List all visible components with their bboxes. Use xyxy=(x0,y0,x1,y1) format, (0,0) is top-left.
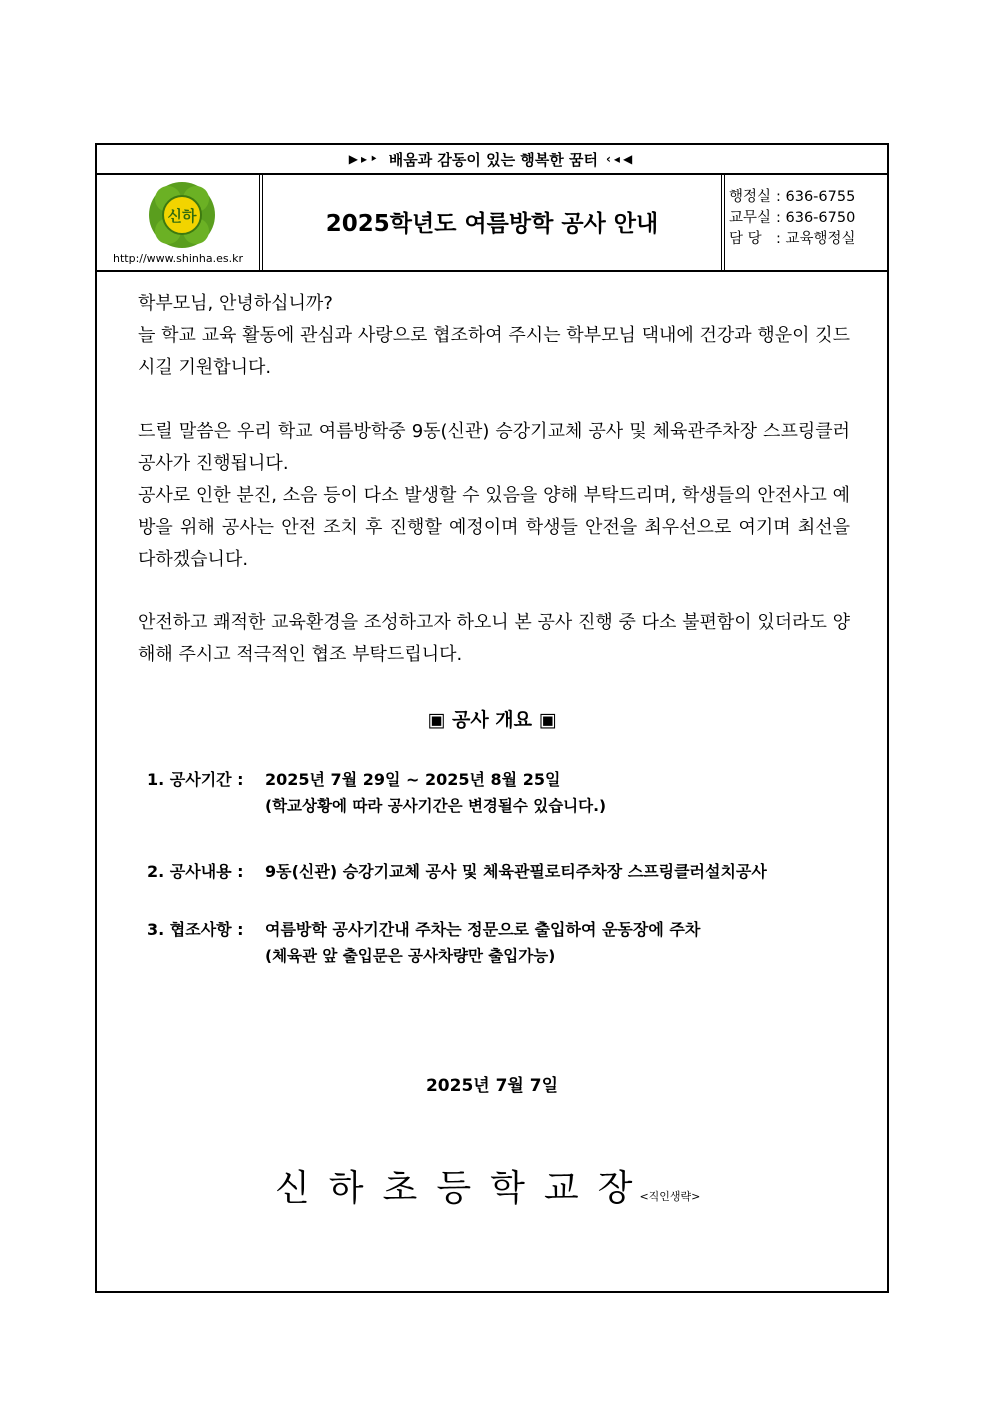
contact-info xyxy=(721,173,887,270)
school-logo-icon xyxy=(146,179,218,251)
construction-intro: 드릴 말씀은 우리 학교 여름방학중 9동(신관) 승강기교체 공사 및 체육관주차장 스프링클러 공사가 진행됩니다. xyxy=(138,421,850,474)
overview-title: ▣ 공사 개요 ▣ xyxy=(427,709,557,731)
motto-banner xyxy=(97,145,887,175)
motto-text: 배움과 감동이 있는 행복한 꿈터 xyxy=(388,150,598,169)
logo-text: 신하 xyxy=(167,207,197,225)
greeting-body: 늘 학교 교육 활동에 관심과 사랑으로 협조하여 주시는 학부모님 댁내에 건강과 행운이 깃드시길 기원합니다. xyxy=(138,325,851,378)
motto-right-arrows: ‹◂◀ xyxy=(605,152,636,166)
cooperation-note: (체육관 앞 출입문은 공사차량만 출입가능) xyxy=(265,947,556,965)
contact-manager: 담 당 : 교육행정실 xyxy=(729,231,856,247)
notice-frame xyxy=(95,143,889,1293)
construction-paragraph xyxy=(138,416,850,576)
cooperation-request: 안전하고 쾌적한 교육환경을 조성하고자 하오니 본 공사 진행 중 다소 불편함이 있더라도 양해해 주시고 적극적인 협조 부탁드립니다. xyxy=(138,612,851,665)
construction-safety: 공사로 인한 분진, 소음 등이 다소 발생할 수 있음을 양해 부탁드리며, 학생들의 안전사고 예방을 위해 공사는 안전 조치 후 진행할 예정이며 학생들 안전을 최우선으로 여기며 최선을 다하겠습니다. xyxy=(138,485,850,570)
greeting: 학부모님, 안녕하십니까? xyxy=(138,293,333,314)
logo-cell xyxy=(97,173,263,270)
signature-line xyxy=(275,1160,700,1211)
seal-note: <직인생략> xyxy=(639,1190,701,1203)
contact-admin: 행정실 : 636-6755 xyxy=(729,189,856,205)
greeting-paragraph xyxy=(138,288,850,384)
contact-academic: 교무실 : 636-6750 xyxy=(729,210,856,226)
overview-item-period: 1. 공사기간 : 2025년 7월 29일 ~ 2025년 8월 25일 (학교상황에 따라 공사기간은 변경될수 있습니다.) xyxy=(147,770,607,815)
document-title: 2025학년도 여름방학 공사 안내 xyxy=(325,211,659,237)
signer-name: 신하초등학교장 xyxy=(275,1168,652,1209)
period-note: (학교상황에 따라 공사기간은 변경될수 있습니다.) xyxy=(265,797,607,815)
motto-left-arrows: ▶▸‣ xyxy=(348,152,381,166)
school-url[interactable]: http://www.shinha.es.kr xyxy=(112,252,243,265)
header-row xyxy=(97,173,887,272)
issue-date: 2025년 7월 7일 xyxy=(425,1076,559,1096)
overview-item-cooperation: 3. 협조사항 : 여름방학 공사기간내 주차는 정문으로 출입하여 운동장에 주차 (체육관 앞 출입문은 공사차량만 출입가능) xyxy=(147,920,701,965)
cooperation-paragraph xyxy=(138,607,850,671)
overview-item-content: 2. 공사내용 : 9동(신관) 승강기교체 공사 및 체육관필로티주차장 스프링클러설치공사 xyxy=(147,862,767,881)
